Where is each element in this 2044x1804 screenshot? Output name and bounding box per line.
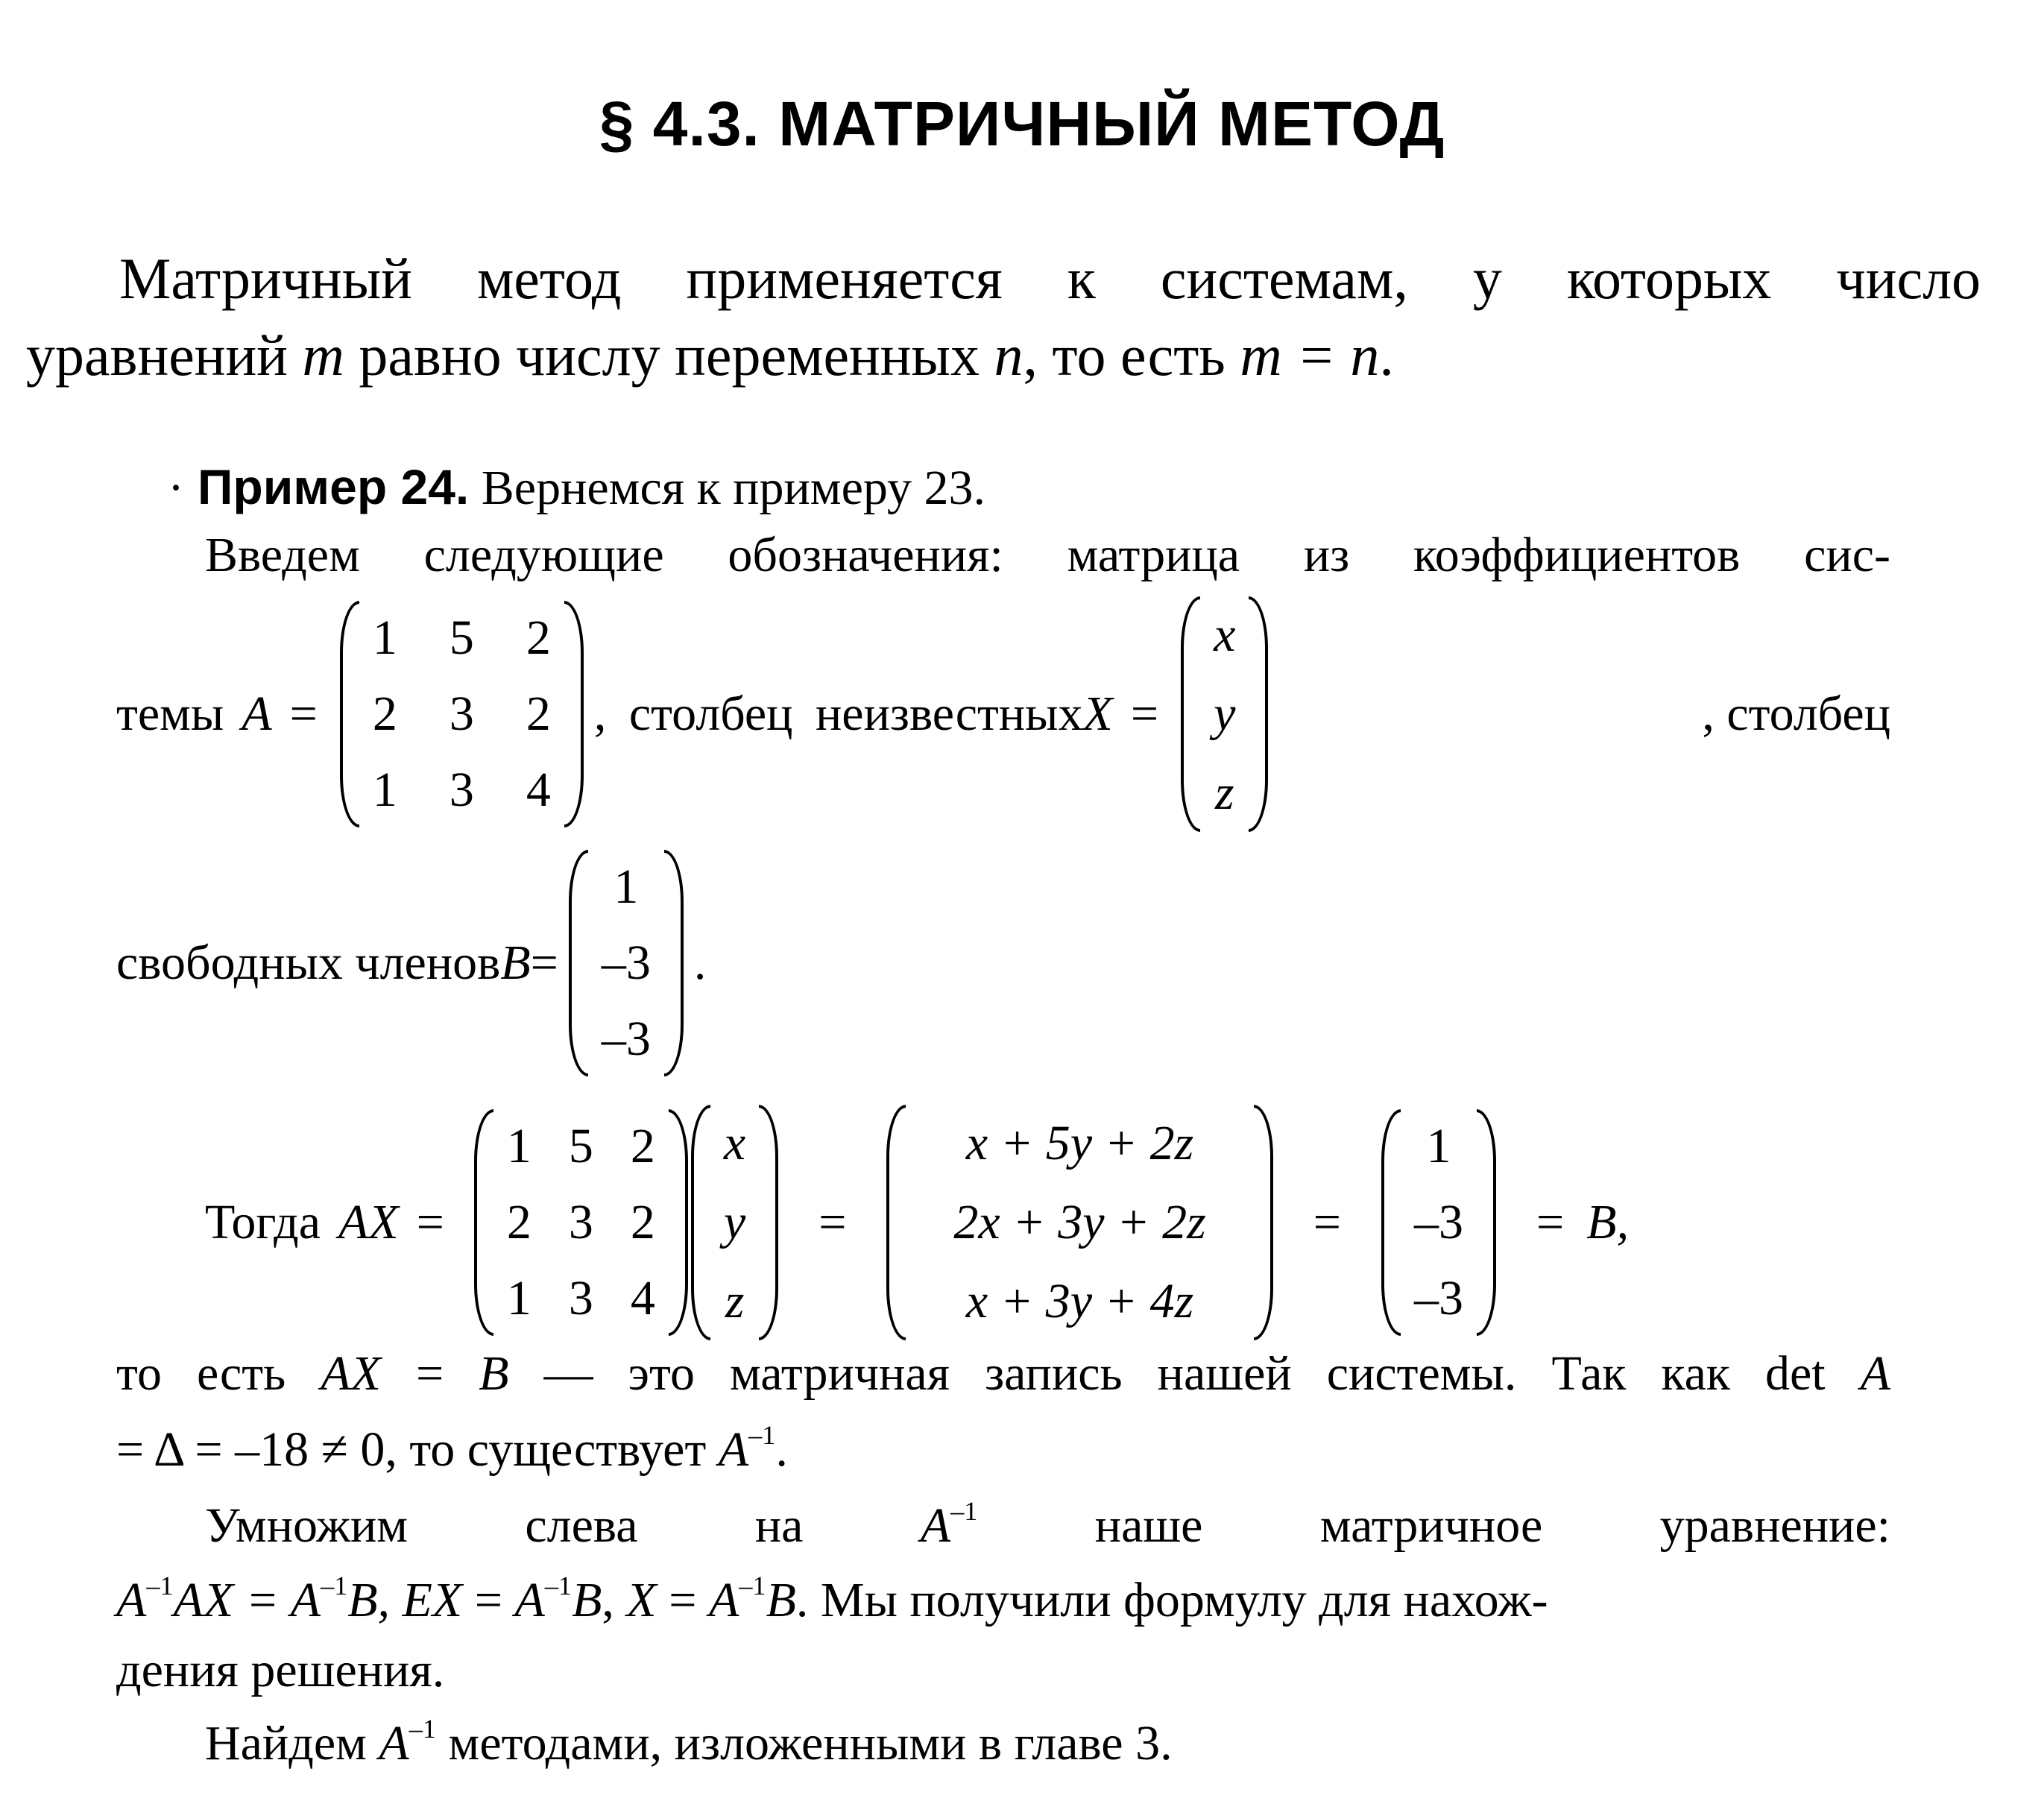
paragraph-line (205, 1495, 1890, 1553)
var: A (514, 1573, 545, 1627)
matrix-equation-row (205, 1105, 1890, 1340)
cell: 1 (372, 763, 397, 817)
matrix-X (1181, 596, 1268, 832)
text: — это матричная запись нашей системы. Так как det (508, 1346, 1861, 1401)
cell: 1 (1426, 1119, 1451, 1173)
cell: 4 (630, 1271, 655, 1325)
cell: x + 5y + 2z (965, 1116, 1194, 1170)
word: Умножим (205, 1498, 409, 1553)
cell: y (723, 1195, 746, 1249)
text: = Δ = –18 ≠ 0, то существует (116, 1422, 719, 1477)
matrix-A (474, 1109, 688, 1336)
text: Тогда (205, 1195, 321, 1249)
text: , то есть (1023, 323, 1240, 388)
example-text: Вернемся к примеру 23. (469, 461, 985, 515)
var: A (718, 1422, 749, 1477)
superscript: –1 (146, 1570, 174, 1600)
cell: z (1214, 766, 1234, 820)
formula-line (116, 1570, 1548, 1627)
equals: = (1313, 1195, 1342, 1249)
cell: 2x + 3y + 2z (953, 1195, 1206, 1249)
var-AX: AX (338, 1195, 399, 1249)
text: методами, изложенными в главе 3. (436, 1716, 1173, 1770)
word: уравнение: (1659, 1498, 1890, 1553)
cell: 3 (568, 1271, 593, 1325)
intro-line-2 (26, 323, 1394, 388)
var-A: A (242, 687, 272, 741)
text: свободных членов (116, 936, 501, 990)
matrix-A (340, 601, 584, 827)
equals: = (1130, 687, 1159, 741)
var: A (290, 1573, 321, 1627)
var-m: m (302, 323, 344, 388)
cell: –3 (601, 1012, 651, 1066)
cell: 1 (506, 1119, 531, 1173)
word: слева (525, 1498, 638, 1553)
equals: = (289, 687, 318, 741)
word: наше (1094, 1498, 1203, 1553)
var: A (1860, 1346, 1890, 1401)
intro-line-1: Матричный метод применяется к системам, у которых число (119, 246, 1981, 311)
text: равно числу переменных (344, 323, 994, 388)
bullet: · (168, 461, 184, 515)
equals: = (530, 936, 558, 990)
matrix-B (1381, 1109, 1496, 1336)
var: A (708, 1573, 739, 1627)
cell: z (725, 1274, 745, 1328)
cell: 1 (372, 611, 397, 665)
paragraph-line (205, 1713, 1173, 1770)
cell: 2 (506, 1195, 531, 1249)
text: уравнений (26, 323, 303, 388)
text: то есть (116, 1346, 321, 1401)
text: Найдем (205, 1716, 379, 1770)
equals: = (1536, 1195, 1565, 1249)
superscript: –1 (544, 1570, 572, 1600)
cell: 3 (449, 687, 474, 741)
superscript: –1 (739, 1570, 766, 1600)
text: . Мы получили формулу для нахож- (795, 1573, 1548, 1627)
var-n: n (994, 323, 1023, 388)
example-label: Пример 24. (197, 459, 470, 514)
cell: y (1214, 687, 1236, 741)
word (920, 1495, 978, 1553)
text: = (380, 1346, 479, 1401)
var-X: X (1082, 687, 1113, 741)
var: B (572, 1573, 602, 1627)
text: темы (116, 687, 224, 741)
equals: = (818, 1195, 847, 1249)
cell: 2 (630, 1195, 655, 1249)
cell: 2 (526, 611, 551, 665)
cell: 2 (372, 687, 397, 741)
word: на (754, 1498, 804, 1553)
matrix-AX (886, 1105, 1272, 1340)
example-line-2: Введем следующие обозначения: матрица из коэффициентов сис- (205, 528, 1890, 582)
cell: –3 (1414, 1195, 1464, 1249)
cell: 4 (526, 763, 551, 817)
superscript: –1 (950, 1495, 978, 1526)
cell: 1 (506, 1271, 531, 1325)
var-B: B (500, 936, 531, 990)
cell: 2 (526, 687, 551, 741)
text: = (462, 1573, 515, 1627)
text: = (656, 1573, 709, 1627)
var: A (116, 1573, 147, 1627)
cell: 2 (630, 1119, 655, 1173)
equation: m = n (1240, 323, 1380, 388)
text: , (602, 1573, 627, 1627)
matrix-B-row (116, 850, 706, 1076)
var-B: B, (1586, 1195, 1630, 1249)
var: B, (347, 1573, 403, 1627)
superscript: –1 (748, 1419, 776, 1450)
section-title: § 4.3. МАТРИЧНЫЙ МЕТОД (599, 89, 1445, 159)
text: . (693, 936, 707, 990)
var: X (626, 1573, 657, 1627)
cell: 1 (613, 860, 639, 914)
var: AX (321, 1346, 381, 1401)
cell: 3 (568, 1195, 593, 1249)
var: EX (402, 1573, 463, 1627)
var: B (479, 1346, 509, 1401)
var: A (379, 1716, 409, 1770)
text: . (775, 1422, 788, 1477)
cell: x + 3y + 4z (965, 1274, 1194, 1328)
cell: 5 (568, 1119, 593, 1173)
paragraph-line: дения решения. (116, 1643, 445, 1697)
var: A (920, 1498, 951, 1553)
text: , столбец (1702, 687, 1890, 741)
text: . (1379, 323, 1394, 388)
cell: –3 (601, 936, 651, 990)
cell: 3 (449, 763, 474, 817)
text: , столбец неизвестных (593, 687, 1083, 741)
var: AX = (173, 1573, 291, 1627)
superscript: –1 (409, 1713, 437, 1744)
word: матричное (1319, 1498, 1543, 1553)
paragraph-line (116, 1419, 788, 1477)
var: B (766, 1573, 796, 1627)
superscript: –1 (320, 1570, 348, 1600)
cell: x (723, 1116, 746, 1170)
matrix-X (691, 1105, 778, 1340)
cell: 5 (449, 611, 474, 665)
equals: = (416, 1195, 444, 1249)
matrix-B (569, 850, 684, 1076)
matrix-definition-row (116, 596, 1890, 832)
cell: –3 (1414, 1271, 1464, 1325)
cell: x (1214, 608, 1236, 662)
example-heading (168, 459, 985, 515)
paragraph-line (116, 1346, 1890, 1401)
